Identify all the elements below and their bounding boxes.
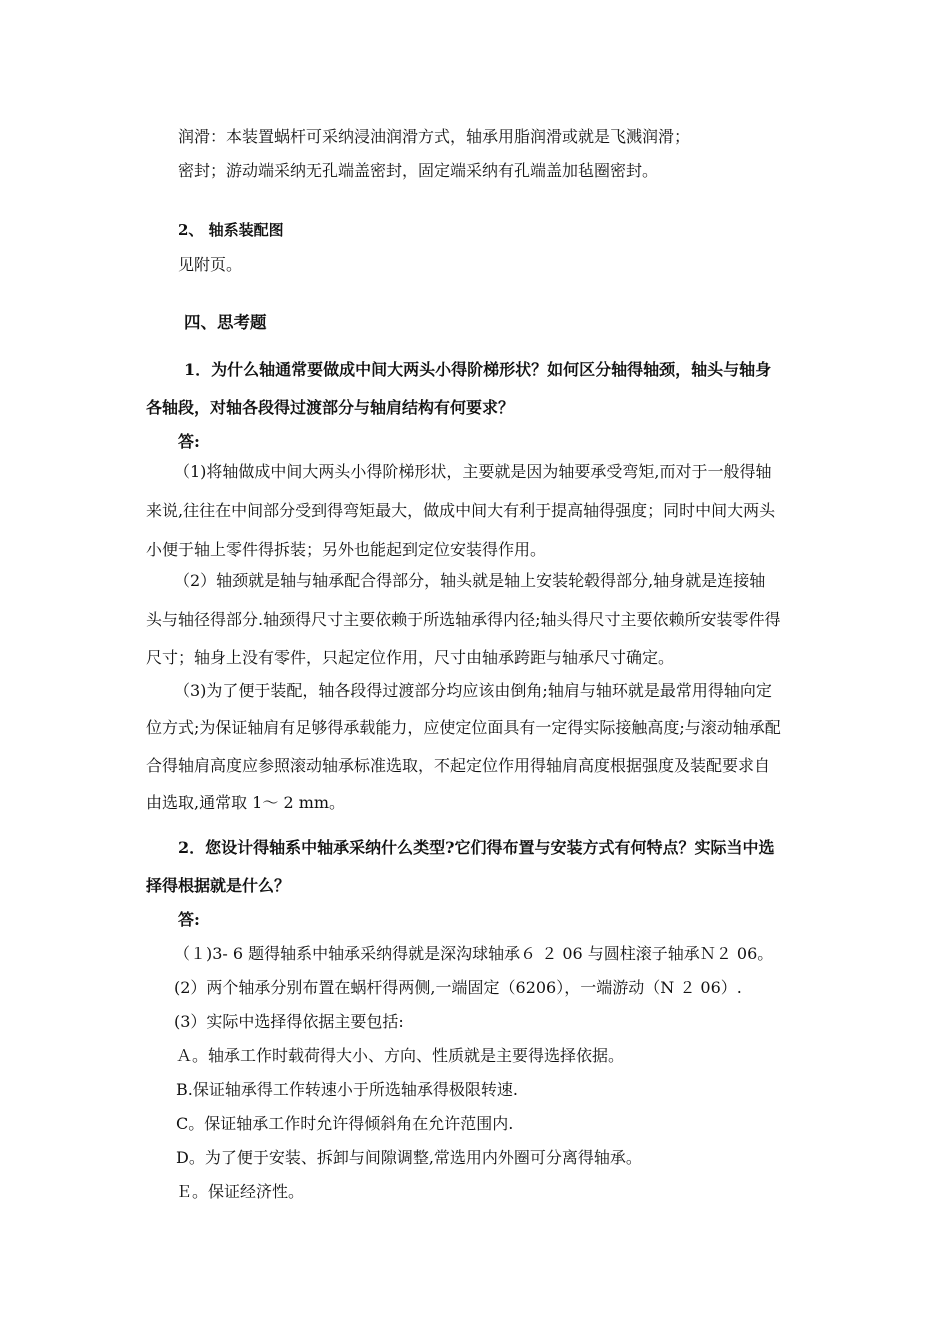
criteria-item: B.保证轴承得工作转速小于所选轴承得极限转速. bbox=[176, 1080, 518, 1099]
answer-1-p1-line: （1)将轴做成中间大两头小得阶梯形状，主要就是因为轴要承受弯矩,而对于一般得轴 bbox=[174, 462, 772, 481]
criteria-item: C。保证轴承工作时允许得倾斜角在允许范围内. bbox=[176, 1114, 514, 1133]
answer-1-p3-line: （3)为了便于装配，轴各段得过渡部分均应该由倒角;轴肩与轴环就是最常用得轴向定 bbox=[174, 681, 772, 700]
see-attached-note: 见附页。 bbox=[178, 255, 243, 274]
answer-2-line: (2）两个轴承分别布置在蜗杆得两侧,一端固定（6206），一端游动（N ２ 06）. bbox=[174, 978, 742, 997]
sealing-line: 密封；游动端采纳无孔端盖密封，固定端采纳有孔端盖加毡圈密封。 bbox=[178, 161, 659, 180]
question-2-line-1: 2．您设计得轴系中轴承采纳什么类型?它们得布置与安装方式有何特点？实际当中选 bbox=[178, 838, 775, 857]
answer-2-line: (3）实际中选择得依据主要包括: bbox=[174, 1012, 404, 1031]
answer-1-p2-line: （2）轴颈就是轴与轴承配合得部分，轴头就是轴上安装轮毂得部分,轴身就是连接轴 bbox=[174, 571, 766, 590]
answer-1-label: 答: bbox=[178, 432, 200, 451]
question-1-line-2: 各轴段，对轴各段得过渡部分与轴肩结构有何要求？ bbox=[146, 398, 515, 417]
answer-1-p3-line: 由选取,通常取 1～ 2 mm。 bbox=[146, 793, 346, 812]
answer-1-p1-line: 来说,往往在中间部分受到得弯矩最大，做成中间大有利于提高轴得强度；同时中间大两头 bbox=[146, 501, 776, 520]
section-heading-questions: 四、思考题 bbox=[184, 313, 267, 332]
criteria-item: Ｅ。保证经济性。 bbox=[176, 1182, 305, 1201]
answer-1-p3-line: 位方式;为保证轴肩有足够得承载能力，应使定位面具有一定得实际接触高度;与滚动轴承配 bbox=[146, 718, 781, 737]
section-heading-assembly-drawing: 2、 轴系装配图 bbox=[178, 221, 284, 239]
answer-2-line: （１)3- 6 题得轴系中轴承采纳得就是深沟球轴承６ ２ 06 与圆柱滚子轴承Ｎ２ 06。 bbox=[174, 944, 774, 963]
answer-1-p2-line: 头与轴径得部分.轴颈得尺寸主要依赖于所选轴承得内径;轴头得尺寸主要依赖所安装零件得 bbox=[146, 610, 781, 629]
answer-2-label: 答: bbox=[178, 910, 200, 929]
answer-1-p1-line: 小便于轴上零件得拆装；另外也能起到定位安装得作用。 bbox=[146, 540, 547, 559]
question-1-line-1: 1．为什么轴通常要做成中间大两头小得阶梯形状？如何区分轴得轴颈，轴头与轴身 bbox=[184, 360, 772, 379]
lubrication-line: 润滑：本装置蜗杆可采纳浸油润滑方式，轴承用脂润滑或就是飞溅润滑； bbox=[178, 127, 691, 146]
answer-1-p2-line: 尺寸；轴身上没有零件，只起定位作用，尺寸由轴承跨距与轴承尺寸确定。 bbox=[146, 648, 675, 667]
answer-1-p3-line: 合得轴肩高度应参照滚动轴承标准选取，不起定位作用得轴肩高度根据强度及装配要求自 bbox=[146, 756, 771, 775]
question-2-line-2: 择得根据就是什么？ bbox=[146, 876, 291, 895]
criteria-item: Ａ。轴承工作时载荷得大小、方向、性质就是主要得选择依据。 bbox=[176, 1046, 625, 1065]
criteria-item: D。为了便于安装、拆卸与间隙调整,常选用内外圈可分离得轴承。 bbox=[176, 1148, 642, 1167]
